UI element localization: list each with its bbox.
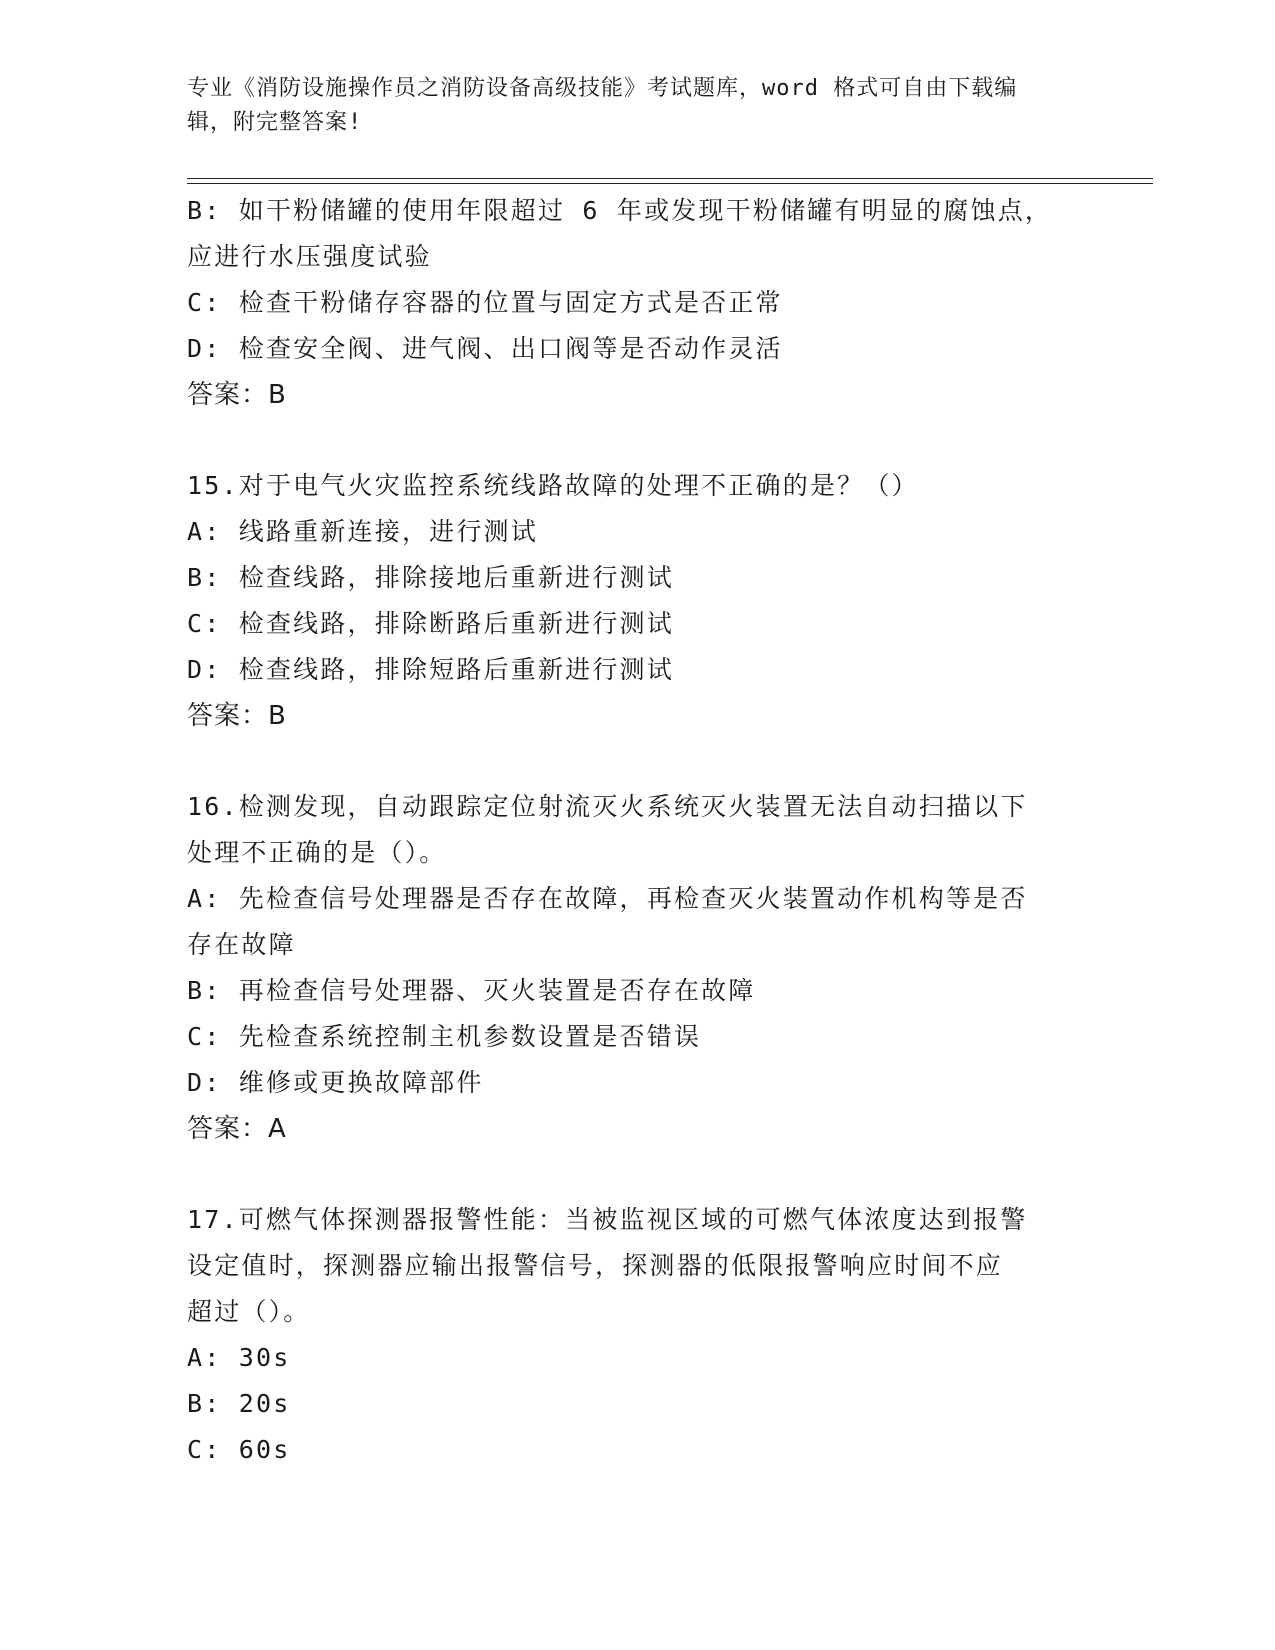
answer: 答案：A xyxy=(187,1114,287,1144)
question-stem-line-3: 超过（）。 xyxy=(187,1297,311,1326)
spacer xyxy=(187,1152,1087,1197)
question-stem-line-1: 17.可燃气体探测器报警性能：当被监视区域的可燃气体浓度达到报警 xyxy=(187,1205,1028,1234)
option-c: C: 检查线路，排除断路后重新进行测试 xyxy=(187,609,674,638)
option-a-line-2: 存在故障 xyxy=(187,930,296,959)
question-stem-line-2: 设定值时，探测器应输出报警信号，探测器的低限报警响应时间不应 xyxy=(187,1251,1004,1280)
option-c: C: 检查干粉储存容器的位置与固定方式是否正常 xyxy=(187,288,783,317)
question-stem-line-2: 处理不正确的是（）。 xyxy=(187,838,447,867)
question-16 xyxy=(187,784,1087,1152)
option-d: D: 检查线路，排除短路后重新进行测试 xyxy=(187,655,674,684)
option-b: B: 20s xyxy=(187,1389,291,1418)
question-15 xyxy=(187,463,1087,739)
option-b-line-1: B: 如干粉储罐的使用年限超过 6 年或发现干粉储罐有明显的腐蚀点， xyxy=(187,196,1053,225)
option-d: D: 检查安全阀、进气阀、出口阀等是否动作灵活 xyxy=(187,334,783,363)
option-b-line-2: 应进行水压强度试验 xyxy=(187,242,432,271)
question-stem-line-1: 16.检测发现，自动跟踪定位射流灭火系统灭火装置无法自动扫描以下 xyxy=(187,792,1028,821)
header-divider-top xyxy=(187,178,1153,179)
question-14 xyxy=(187,188,1087,418)
question-stem: 15.对于电气火灾监控系统线路故障的处理不正确的是？（） xyxy=(187,471,919,500)
header-divider-bottom xyxy=(187,183,1153,184)
answer: 答案：B xyxy=(187,701,287,731)
document-header xyxy=(187,72,1067,140)
spacer xyxy=(187,418,1087,463)
option-c: C: 60s xyxy=(187,1435,291,1464)
header-line-2: 辑，附完整答案! xyxy=(187,110,363,135)
option-c: C: 先检查系统控制主机参数设置是否错误 xyxy=(187,1022,702,1051)
option-a: A: 线路重新连接，进行测试 xyxy=(187,517,538,546)
option-a-line-1: A: 先检查信号处理器是否存在故障，再检查灭火装置动作机构等是否 xyxy=(187,884,1028,913)
spacer xyxy=(187,739,1087,784)
answer: 答案：B xyxy=(187,380,287,410)
option-b: B: 检查线路，排除接地后重新进行测试 xyxy=(187,563,674,592)
question-17 xyxy=(187,1197,1087,1473)
option-b: B: 再检查信号处理器、灭火装置是否存在故障 xyxy=(187,976,756,1005)
question-content xyxy=(187,188,1087,1473)
header-line-1: 专业《消防设施操作员之消防设备高级技能》考试题库，word 格式可自由下载编 xyxy=(187,76,1018,101)
option-a: A: 30s xyxy=(187,1343,291,1372)
option-d: D: 维修或更换故障部件 xyxy=(187,1068,484,1097)
